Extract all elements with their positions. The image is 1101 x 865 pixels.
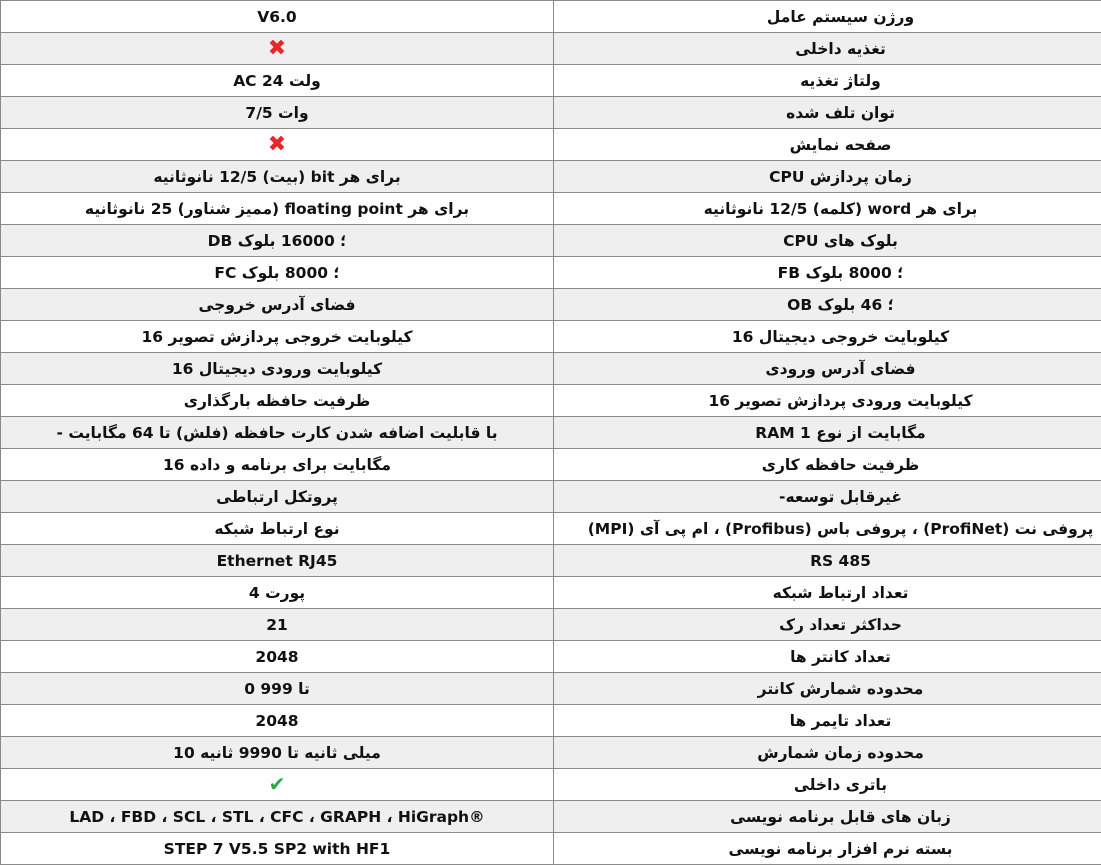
table-row	[1, 513, 1101, 545]
label-cell	[554, 801, 1101, 833]
label-text: زمان پردازش CPU	[769, 167, 912, 186]
label-cell	[554, 65, 1101, 97]
value-text: پروتکل ارتباطی	[216, 487, 338, 506]
value-cell	[1, 289, 554, 321]
value-text: نوع ارتباط شبکه	[214, 519, 340, 538]
label-text: کیلوبایت ورودی پردازش تصویر 16	[708, 391, 973, 410]
value-cell	[1, 257, 554, 289]
table-row	[1, 417, 1101, 449]
label-text: حداکثر تعداد رک	[779, 615, 902, 634]
table-row	[1, 225, 1101, 257]
table-row	[1, 129, 1101, 161]
value-cell	[1, 673, 554, 705]
label-text: ولتاژ تغذیه	[800, 71, 881, 90]
label-text: صفحه نمایش	[789, 135, 892, 154]
value-cell	[1, 609, 554, 641]
value-text: V6.0	[257, 7, 297, 26]
value-text: 2048	[255, 647, 299, 666]
label-cell	[554, 129, 1101, 161]
label-cell	[554, 321, 1101, 353]
table-row	[1, 673, 1101, 705]
value-cell	[1, 161, 554, 193]
label-cell	[554, 1, 1101, 33]
value-text: میلی ثانیه تا 9990 ثانیه 10	[173, 743, 381, 762]
table-row	[1, 1, 1101, 33]
label-cell	[554, 513, 1101, 545]
label-text: تغذیه داخلی	[795, 39, 886, 58]
label-text: ؛ 46 بلوک OB	[787, 295, 894, 314]
value-text: STEP 7 V5.5 SP2 with HF1	[163, 839, 391, 858]
table-row	[1, 257, 1101, 289]
value-cell	[1, 513, 554, 545]
value-cell	[1, 577, 554, 609]
table-row	[1, 833, 1101, 865]
value-text: فضای آدرس خروجی	[198, 295, 356, 314]
value-text: AC ولت 24	[233, 71, 321, 90]
label-text: RAM مگابایت از نوع 1	[755, 423, 926, 442]
value-text: Ethernet RJ45	[216, 551, 338, 570]
table-row	[1, 481, 1101, 513]
label-cell	[554, 833, 1101, 865]
value-text: مگابایت برای برنامه و داده 16	[163, 455, 391, 474]
label-cell	[554, 257, 1101, 289]
value-cell	[1, 545, 554, 577]
label-text: ظرفیت حافظه کاری	[761, 455, 920, 474]
value-cell	[1, 129, 554, 161]
table-row	[1, 705, 1101, 737]
label-cell	[554, 385, 1101, 417]
value-cell	[1, 385, 554, 417]
label-cell	[554, 353, 1101, 385]
value-cell	[1, 65, 554, 97]
label-text: غیرقابل توسعه-	[779, 487, 902, 506]
table-row	[1, 65, 1101, 97]
table-row	[1, 801, 1101, 833]
label-text: برای هر word (کلمه) 12/5 نانوثانیه	[703, 199, 978, 218]
value-text: با قابلیت اضافه شدن کارت حافظه (فلش) تا 64 مگابایت -	[56, 423, 498, 442]
value-cell	[1, 321, 554, 353]
value-cell	[1, 417, 554, 449]
label-text: ورژن سیستم عامل	[766, 7, 915, 26]
label-cell	[554, 545, 1101, 577]
label-text: توان تلف شده	[786, 103, 895, 122]
value-text: LAD ، FBD ، SCL ، STL ، CFC ، GRAPH ، HiGraph®	[69, 807, 485, 826]
label-text: زبان های قابل برنامه نویسی	[730, 807, 951, 826]
table-row	[1, 289, 1101, 321]
label-text: RS 485	[810, 551, 871, 570]
cross-icon: ✖	[267, 131, 287, 157]
value-text: کیلوبایت خروجی پردازش تصویر 16	[141, 327, 413, 346]
table-row	[1, 609, 1101, 641]
table-row	[1, 577, 1101, 609]
table-row	[1, 545, 1101, 577]
label-text: تعداد ارتباط شبکه	[772, 583, 909, 602]
value-text: کیلوبایت ورودی دیجیتال 16	[171, 359, 383, 378]
value-cell	[1, 1, 554, 33]
check-icon: ✔	[268, 772, 286, 796]
table-row	[1, 33, 1101, 65]
table-row	[1, 641, 1101, 673]
label-cell	[554, 641, 1101, 673]
label-cell	[554, 289, 1101, 321]
label-text: پروفی نت (ProfiNet) ، پروفی باس (Profibus) ، ام پی آی (MPI)	[587, 519, 1094, 538]
label-text: بسته نرم افزار برنامه نویسی	[728, 839, 953, 858]
table-row	[1, 193, 1101, 225]
value-cell	[1, 449, 554, 481]
label-cell	[554, 737, 1101, 769]
label-text: بلوک های CPU	[783, 231, 898, 250]
label-cell	[554, 161, 1101, 193]
table-row	[1, 97, 1101, 129]
value-text: ظرفیت حافظه بارگذاری	[183, 391, 371, 410]
table-row	[1, 161, 1101, 193]
value-text: برای هر floating point (ممیز شناور) 25 نانوثانیه	[84, 199, 470, 218]
specification-table-body	[1, 1, 1101, 865]
label-cell	[554, 705, 1101, 737]
table-row	[1, 769, 1101, 801]
label-cell	[554, 609, 1101, 641]
value-cell	[1, 481, 554, 513]
value-cell	[1, 225, 554, 257]
label-cell	[554, 673, 1101, 705]
value-cell	[1, 801, 554, 833]
label-cell	[554, 33, 1101, 65]
value-text: وات 7/5	[245, 103, 309, 122]
value-text: 21	[266, 615, 288, 634]
table-row	[1, 353, 1101, 385]
label-text: محدوده زمان شمارش	[757, 743, 924, 762]
label-text: تعداد تایمر ها	[789, 711, 892, 730]
label-text: فضای آدرس ورودی	[765, 359, 916, 378]
label-cell	[554, 449, 1101, 481]
value-cell	[1, 641, 554, 673]
value-cell	[1, 769, 554, 801]
label-text: ؛ 8000 بلوک FB	[777, 263, 904, 282]
value-text: 2048	[255, 711, 299, 730]
value-cell	[1, 33, 554, 65]
label-text: باتری داخلی	[793, 775, 888, 794]
label-text: تعداد کانتر ها	[790, 647, 891, 666]
label-cell	[554, 97, 1101, 129]
value-cell	[1, 97, 554, 129]
table-row	[1, 737, 1101, 769]
value-text: برای هر bit (بیت) 12/5 نانوثانیه	[153, 167, 401, 186]
value-cell	[1, 193, 554, 225]
value-cell	[1, 353, 554, 385]
label-cell	[554, 577, 1101, 609]
table-row	[1, 385, 1101, 417]
label-text: کیلوبایت خروجی دیجیتال 16	[731, 327, 950, 346]
cross-icon: ✖	[267, 35, 287, 61]
value-cell	[1, 737, 554, 769]
table-row	[1, 449, 1101, 481]
value-text: ؛ 8000 بلوک FC	[214, 263, 340, 282]
value-cell	[1, 833, 554, 865]
table-row	[1, 321, 1101, 353]
label-cell	[554, 769, 1101, 801]
value-text: تا 999 0	[244, 679, 310, 698]
value-cell	[1, 705, 554, 737]
label-cell	[554, 417, 1101, 449]
value-text: پورت 4	[248, 583, 306, 602]
value-text: ؛ 16000 بلوک DB	[207, 231, 347, 250]
label-cell	[554, 225, 1101, 257]
label-cell	[554, 481, 1101, 513]
label-cell	[554, 193, 1101, 225]
label-text: محدوده شمارش کانتر	[757, 679, 924, 698]
